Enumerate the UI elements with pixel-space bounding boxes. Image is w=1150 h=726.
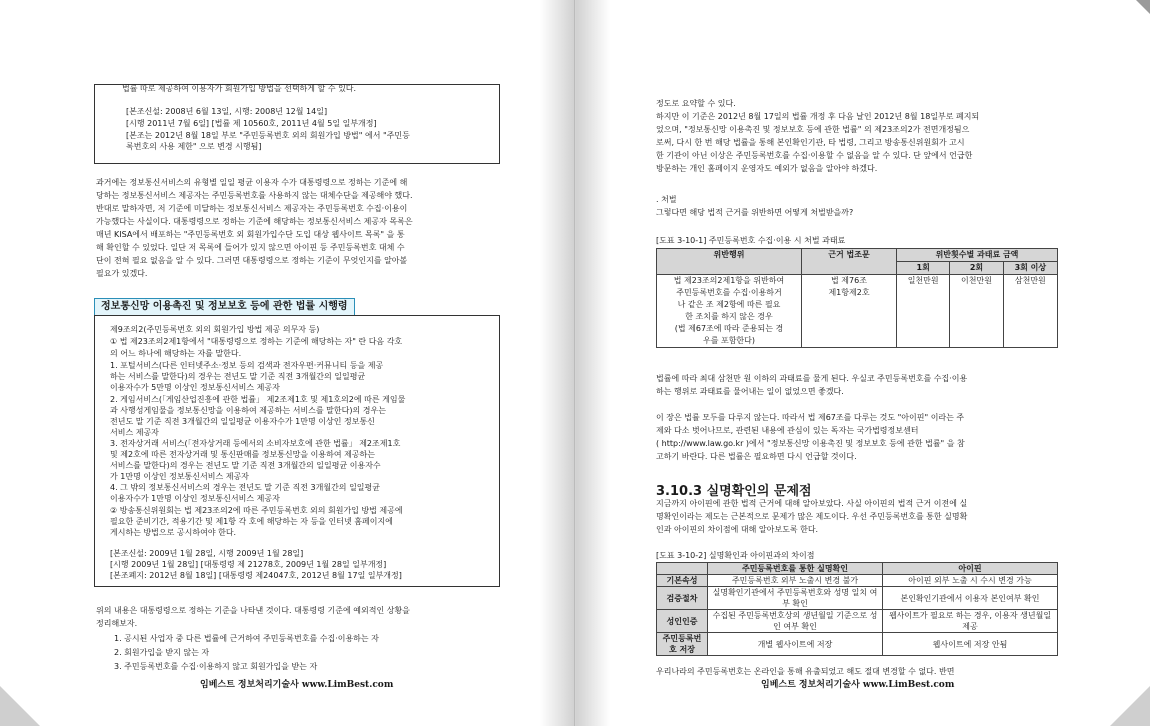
text-line: [본조신설: 2009년 1월 28일, 시행 2009년 1월 28일]: [110, 549, 304, 558]
list-item: 1. 공시된 사업자 중 다른 법률에 근거하여 주민등록번호를 수집·이용하는 자: [114, 634, 379, 643]
fine-2-cell: 이천만원: [950, 275, 1003, 348]
text-line: [시행 2011년 7월 6일] [법률 제 10560호, 2011년 4월 5일 일부개정]: [126, 119, 377, 128]
text-line: 서비스를 말한다)의 경우는 전년도 말 기준 직전 3개월간의 일일평균 이용자수: [110, 461, 381, 470]
basis-cell: 법 제76조 제1항제2호: [802, 275, 897, 348]
right-page: [576, 0, 1150, 726]
text-line: 우리나라의 주민등록번호는 온라인을 통해 유출되었고 해도 절대 변경할 수 없다. 반면: [656, 667, 955, 676]
page-curl-top-right[interactable]: [1136, 0, 1150, 14]
text-line: 4. 그 밖의 정보통신서비스의 경우는 전년도 말 기준 직전 3개월간의 일일평균: [110, 483, 380, 492]
corner-cell: [657, 563, 708, 575]
text-line: 이용자수가 1만명 이상인 정보통신서비스 제공자: [110, 494, 280, 503]
page-curl-bottom-right[interactable]: [1110, 686, 1150, 726]
text-line: 필요가 있겠다.: [96, 269, 148, 278]
table-row: [657, 633, 1058, 656]
ssn-cell: 실명확인기관에서 주민등록번호와 성명 일치 여부 확인: [708, 587, 883, 610]
text-line: 및 제2호에 따른 전자상거래 및 통신판매를 정보통신망을 이용하여 제공하는: [110, 450, 375, 459]
text-line: 고하기 바란다. 다른 법률은 필요하면 다시 언급할 것이다.: [656, 452, 857, 461]
header-fine: 위반횟수별 과태료 금액: [897, 249, 1058, 262]
text-line: 의 어느 하나에 해당하는 자를 말한다.: [110, 349, 242, 358]
header-count-2: 2회: [950, 262, 1003, 275]
page-footer-right: 임베스트 정보처리기술사 www.LimBest.com: [761, 680, 955, 690]
text-line: ( http://www.law.go.kr )에서 "정보통신망 이용촉진 및 정보보호 등에 관한 법률" 을 참: [656, 439, 965, 448]
violation-cell: 법 제23조의2제1항을 위반하여 주민등록번호를 수집·이용하거 나 같은 조 제2항에 따른 필요 한 조치를 하지 않은 경우 (법 제67조에 따라 준용되는 경 우를 포함한다): [657, 275, 802, 348]
text-line: 위의 내용은 대통령령으로 정하는 기준을 나타낸 것이다. 대통령령 기준에 예외적인 상황을: [96, 606, 410, 615]
text-line: 법률에 따라 최대 삼천만 원 이하의 과태료를 물게 된다. 우실코 주민등록번호를 수집·이용: [656, 374, 968, 383]
text-line: 이 장은 법률 모두를 다루지 않는다. 따라서 법 제67조를 다루는 것도 "아이핀" 이라는 주: [656, 413, 965, 422]
law-heading: 정보통신망 이용촉진 및 정보보호 등에 관한 법률 시행령: [94, 298, 355, 316]
text-line: 록번호의 사용 제한" 으로 변경 시행됨]: [126, 142, 262, 151]
text-line: 게시하는 방법으로 공시하여야 한다.: [110, 528, 237, 537]
text-line: 인과 아이핀의 차이점에 대해 알아보도록 한다.: [656, 525, 819, 534]
ipin-cell: 본인확인기관에서 이용자 본인여부 확인: [883, 587, 1058, 610]
text-line: 가능했다는 사실이다. 대통령령으로 정하는 기준에 해당하는 정보통신서비스 제공자 목록은: [96, 217, 413, 226]
text-line: 법률 따로 제공하여 이용자가 회원가입 방법을 선택하게 할 수 있다.: [122, 84, 357, 93]
row-label: 검증절차: [657, 587, 708, 610]
list-item: 2. 회원가입을 받지 않는 자: [114, 648, 210, 657]
table-caption: [도표 3-10-2] 실명확인과 아이핀과의 차이점: [656, 551, 815, 560]
text-line: 하는 행위로 과태료를 물어내는 일이 없었으면 좋겠다.: [656, 387, 844, 396]
ssn-cell: 개별 웹사이트에 저장: [708, 633, 883, 656]
header-count-3: 3회 이상: [1003, 262, 1057, 275]
text-line: 2. 게임서비스(「게임산업진흥에 관한 법률」 제2조제1호 및 제1호의2에 따른 게임물: [110, 395, 406, 404]
row-label: 기본속성: [657, 575, 708, 587]
header-count-1: 1회: [897, 262, 950, 275]
table-row: [657, 575, 1058, 587]
header-ssn: 주민등록번호를 통한 실명확인: [708, 563, 883, 575]
row-label: 성인인증: [657, 610, 708, 633]
section-title: 3.10.3 실명확인의 문제점: [656, 484, 812, 499]
fine-1-cell: 일천만원: [897, 275, 950, 348]
text-line: [시행 2009년 1월 28일] [대통령령 제 21278호, 2009년 1월 28일 일부개정]: [110, 560, 387, 569]
text-line: 과거에는 정보통신서비스의 유형별 일일 평균 이용자 수가 대통령령으로 정하는 기준에 해: [96, 178, 408, 187]
text-line: ② 방송통신위원회는 법 제23조의2에 따른 주민등록번호 외의 회원가입 방법 제공에: [110, 506, 403, 515]
text-line: 방문하는 개인 홈페이지 운영자도 예외가 없음을 알아야 하겠다.: [656, 164, 878, 173]
table-row: [657, 610, 1058, 633]
text-line: 정도로 요약할 수 있다.: [656, 99, 736, 108]
text-line: 당하는 정보통신서비스 제공자는 주민등록번호를 사용하지 않는 대체수단을 제공해야 했다.: [96, 191, 413, 200]
text-line: 제9조의2(주민등록번호 외의 회원가입 방법 제공 의무자 등): [110, 325, 320, 334]
ipin-cell: 아이핀 외부 노출 시 수시 변경 가능: [883, 575, 1058, 587]
text-line: 제와 다소 벗어나므로, 관련된 내용에 관심이 있는 독자는 국가법령정보센터: [656, 426, 919, 435]
text-line: [본조는 2012년 8월 18일 부로 "주민등록번호 외의 회원가입 방법" 에서 "주민등: [126, 131, 410, 140]
ipin-cell: 웹사이트가 필요로 하는 경우, 이용자 생년월일 제공: [883, 610, 1058, 633]
text-line: 가 1만명 이상인 정보통신서비스 제공자: [110, 472, 249, 481]
text-line: 한 기관이 아닌 이상은 주민등록번호를 수집·이용할 수 없음을 알 수 있다. 단 앞에서 언급한: [656, 151, 973, 160]
text-line: 1. 포털서비스(다른 인터넷주소·정보 등의 검색과 전자우편·커뮤니티 등을 제공: [110, 361, 384, 370]
row-label: 주민등록번호 저장: [657, 633, 708, 656]
ipin-cell: 웹사이트에 저장 안됨: [883, 633, 1058, 656]
table-row: [657, 275, 1058, 348]
question-line: 그렇다면 해당 법적 근거를 위반하면 어떻게 처벌받을까?: [656, 208, 854, 217]
comparison-table: [656, 562, 1058, 656]
list-item: 3. 주민등록번호를 수집·이용하지 않고 회원가입을 받는 자: [114, 662, 318, 671]
text-line: 하지만 이 기준은 2012년 8월 17일의 법률 개정 후 다음 날인 2012년 8월 18일부로 폐지되: [656, 112, 980, 121]
text-line: 었으며, "정보통신망 이용촉진 및 정보보호 등에 관한 법률" 의 제23조의2가 전면개정됨으: [656, 125, 970, 134]
table-row: [657, 587, 1058, 610]
header-basis: 근거 법조문: [802, 249, 897, 275]
fine-3-cell: 삼천만원: [1003, 275, 1057, 348]
text-line: 정리해보자.: [96, 619, 138, 628]
ssn-cell: 수집된 주민등록번호상의 생년월일 기준으로 성인 여부 확인: [708, 610, 883, 633]
text-line: 반대로 말하자면, 저 기준에 미달하는 정보통신서비스 제공자는 주민등록번호 수집·이용이: [96, 204, 408, 213]
text-line: 3. 전자상거래 서비스(「전자상거래 등에서의 소비자보호에 관한 법률」 제2조제1호: [110, 439, 401, 448]
text-line: 과 사행성게임물을 정보통신망을 이용하여 제공하는 서비스를 말한다)의 경우는: [110, 406, 386, 415]
text-line: 서비스 제공자: [110, 428, 159, 437]
penalty-table: [656, 248, 1058, 348]
text-line: ① 법 제23조의2제1항에서 "대통령령으로 정하는 기준에 해당하는 자" 란 다음 각호: [110, 337, 403, 346]
text-line: 지금까지 아이핀에 관한 법적 근거에 대해 알아보았다. 사실 아이핀의 법적 근거 이전에 실: [656, 499, 968, 508]
table-caption: [도표 3-10-1] 주민등록번호 수집·이용 시 처벌 과태료: [656, 236, 846, 245]
text-line: [본조신설: 2008년 6월 13일, 시행: 2008년 12월 14일]: [126, 107, 328, 116]
text-line: 필요한 준비기간, 적용기간 및 제1항 각 호에 해당하는 자 등을 인터넷 홈페이지에: [110, 517, 393, 526]
text-line: 매년 KISA에서 배포하는 "주민등록번호 외 회원가입수단 도입 대상 웹사이트 목록" 을 통: [96, 230, 405, 239]
header-violation: 위반행위: [657, 249, 802, 275]
text-line: 이용자수가 5만명 이상인 정보통신서비스 제공자: [110, 383, 280, 392]
ssn-cell: 주민등록번호 외부 노출시 변경 불가: [708, 575, 883, 587]
text-line: 하는 서비스를 말한다)의 경우는 전년도 말 기준 직전 3개월간의 일일평균: [110, 372, 366, 381]
page-curl-bottom-left[interactable]: [0, 686, 40, 726]
sub-heading: . 처벌: [656, 195, 677, 204]
page-footer-left: 임베스트 정보처리기술사 www.LimBest.com: [200, 680, 394, 690]
text-line: 단이 전혀 필요 없음을 알 수 있다. 그러면 대통령령으로 정하는 기준이 무엇인지를 알아볼: [96, 256, 408, 265]
text-line: 로써, 다시 한 번 해당 법률을 통해 본인확인기관, 타 법령, 그리고 방송통신위원회가 고시: [656, 138, 965, 147]
text-line: 해 확인할 수 있었다. 일단 저 목록에 들어가 있지 않으면 아이핀 등 주민등록번호 대체 수: [96, 243, 405, 252]
text-line: 명확인이라는 제도는 근본적으로 문제가 많은 제도이다. 우선 주민등록번호를 통한 실명확: [656, 512, 968, 521]
header-ipin: 아이핀: [883, 563, 1058, 575]
text-line: 전년도 말 기준 직전 3개월간의 일일평균 이용자수가 1만명 이상인 정보통신: [110, 417, 375, 426]
text-line: [본조폐지: 2012년 8월 18일] [대통령령 제24047호, 2012년 8월 17일 일부개정]: [110, 571, 402, 580]
